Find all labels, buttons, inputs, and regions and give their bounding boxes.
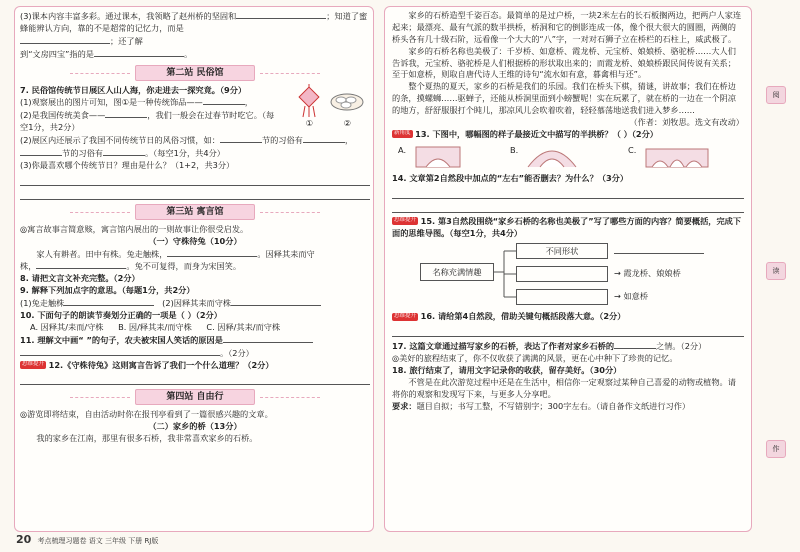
passage-p2: 家乡的石桥名称也美极了：千岁桥、如意桥、霞龙桥、元宝桥、娘娘桥、骆驼桥……大人们告诉我，元宝桥、骆驼桥是人们根据桥的形状取出来的；而霞龙桥、娘娘桥跟民间传说有关系；至于如意桥，则取自唐代诗人王维的诗句“流水如有意，暮禽相与还”。 — [392, 45, 736, 80]
answer-blank[interactable] — [303, 134, 345, 143]
thinking-tag: 思维提升 — [394, 217, 417, 224]
chinese-knot-icon — [296, 84, 322, 118]
question-7: 7. 民俗馆传统节日展区人山人海，你走进去一探究竟。（9分） — [20, 84, 247, 95]
question-12: 12.《守株待兔》这则寓言告诉了我们一个什么道理？（2分） — [48, 359, 274, 370]
story-text: 家人有耕者。田中有株。兔走触株， 。因释其耒而守 — [36, 248, 315, 259]
mind-map — [392, 241, 744, 311]
new-angle-tag: 新角度 — [394, 130, 411, 137]
answer-blank[interactable] — [167, 248, 257, 257]
answer-line[interactable] — [392, 323, 744, 337]
mind-map-label-2: → 如意桥 — [614, 291, 649, 302]
thinking-tag: 思维提升 — [22, 361, 45, 368]
question-15: 15. 第3自然段围绕“家乡石桥的名称也美极了”写了哪些方面的内容？简要概括，完成下面的思维导图。（每空1分，共4分） — [392, 215, 742, 238]
answer-blank[interactable] — [105, 109, 147, 118]
question-8: 8. 请把文言文补充完整。（2分） — [20, 273, 140, 284]
mind-map-label-1: → 霞龙桥、娘娘桥 — [614, 268, 681, 279]
question-16: 16. 请给第4自然段，借助关键句概括段落大意。（2分） — [420, 311, 626, 322]
thinking-tag: 思维提升 — [394, 312, 417, 319]
page-footer: 20 考点梳理习题卷 语文 三年级 下册 RJ版 — [16, 533, 159, 547]
bridge-b-icon — [526, 141, 578, 169]
passage-p1: 家乡的石桥造型千姿百态。最简单的是过户桥，一块2米左右的长石板搁两边，把两户人家连起来；最漂亮、最有气派的数半拱桥，桥洞和它的倒影连成一体，像个很大很大的圆圈，两侧的桥头各有几十级石阶，远看像一个大大的“八”字，一对对石狮子立在桥栏的石柱上，威武极了。 — [392, 10, 742, 44]
passage-p3: 整个夏热的夏天，家乡的石桥是我们的乐园。我们在桥头下棋，猜谜，讲故事；我们在桥边的条，摸螺蛳……驱蝉子，还能从桥洞里面到小螃蟹呢！实在玩累了，就在桥的一边在一个阴凉的地方，舒舒服服打个盹儿，那凉风儿会吹着吹着，轻轻慕荡地送我们进入梦乡…… — [392, 81, 736, 116]
question-10-options: A. 因释其/耒而/守株 B. 因/释其耒/而守株 C. 因释/其耒/而守株 — [30, 321, 281, 332]
answer-blank[interactable] — [64, 297, 154, 306]
story2-title: （二）家乡的桥（13分） — [148, 421, 242, 432]
picture-label-1: ① — [305, 118, 313, 129]
answer-blank[interactable] — [103, 147, 145, 156]
left-column: (3)课本内容丰富多彩。通过课本，我领略了赵州桥的坚固和 ；知道了蜜蜂能辨认方向，靠的不是超常的记忆力，而是 ；还了解 到“文房四宝”指的是 。 第二站 民俗馆 7. 民俗馆传统节日展区人山人海，你走进去一探究竟。（9分） (1)观察展出的图片可知，图①是一种传统饰品—— ， (2)是我国传统美食—— ，我们一般会在过春节时吃它。（每空1分，共2分） ① ② (2)展区内还展示了我国不同传统节日的风俗习惯，如： 节的习俗有 ， 节的习俗有 。（每空1分，共4分） (3)你最喜欢哪个传统节日？理由是什么？（1+2，共3分） 第三站 寓言馆 ◎寓言故事言简意赅，寓言馆内展出的一则故事让你很受启发。 （一）守株待兔（10分） 家人有耕者。田中有株。兔走触株， 。因释其耒而守 株， 。兔不可复得，而身为宋国笑。 8. 请把文言文补充完整。（2分） 9. 解释下列加点字的意思。（每题1分，共2分） (1)兔走触株 (2)因释其耒而守株 10. 下面句子的朗读节奏划分正确的一项是（ ）（2分） A. 因释其/耒而/守株 B. 因/释其耒/而守株 C. 因释/其耒/而守株 11. 理解文中画“ ”的句子，农夫被宋国人笑话的原因是 。（2分） 思维提升 12.《守株待兔》这则寓言告诉了我们一个什么道理？（2分） 第四站 自由行 ◎游览即将结束，自由活动时你在报刊亭看到了一篇很感兴趣的文章。 （二）家乡的桥（13分） 我的家乡在江南，那里有很多石桥，我非常喜欢家乡的石桥。 — [20, 10, 370, 445]
answer-blank[interactable] — [94, 48, 184, 57]
answer-blank[interactable] — [203, 96, 245, 105]
answer-line[interactable] — [392, 185, 744, 199]
answer-blank[interactable] — [223, 334, 313, 343]
answer-line[interactable] — [392, 199, 744, 213]
bridge-a-icon — [414, 141, 462, 169]
page-number: 20 — [16, 533, 32, 547]
station-2-banner: 第二站 民俗馆 — [135, 65, 255, 81]
question-11: 11. 理解文中画“ ”的句子，农夫被宋国人笑话的原因是 — [20, 334, 223, 345]
side-tab-2[interactable]: 读 — [766, 262, 786, 280]
mind-map-box-3[interactable] — [516, 289, 608, 305]
answer-blank[interactable] — [614, 340, 656, 349]
answer-blank[interactable] — [220, 134, 262, 143]
answer-blank[interactable] — [236, 10, 326, 19]
mind-map-box-2[interactable] — [516, 266, 608, 282]
intro-q3: (3)课本内容丰富多彩。通过课本，我领略了赵州桥的坚固和 ；知道了蜜蜂能辨认方向，靠的不是超常的记忆力，而是 — [20, 11, 368, 33]
question-13: 13. 下图中，哪幅图的样子最接近文中描写的半拱桥？（ ）（2分） — [415, 128, 658, 139]
answer-blank[interactable] — [36, 260, 126, 269]
question-17: 17. 这篇文章通过描写家乡的石桥，表达了作者对家乡石桥的 — [392, 341, 615, 352]
station-4-banner: 第四站 自由行 — [135, 389, 255, 405]
question-10: 10. 下面句子的朗读节奏划分正确的一项是（ ）（2分） — [20, 310, 222, 321]
answer-blank[interactable] — [20, 147, 62, 156]
bridge-c-icon — [644, 141, 710, 169]
question-14: 14. 文章第2自然段中加点的“左右”能否删去？为什么？（3分） — [392, 172, 629, 183]
question-9: 9. 解释下列加点字的意思。（每题1分，共2分） — [20, 285, 195, 296]
answer-blank[interactable] — [20, 347, 220, 356]
mind-map-center: 名称充满情趣 — [420, 263, 494, 281]
answer-line[interactable] — [20, 371, 370, 385]
source-note: （作者：刘牧思。选文有改动） — [629, 117, 744, 128]
answer-line[interactable] — [20, 186, 370, 200]
story-title: （一）守株待兔（10分） — [148, 235, 242, 246]
answer-blank[interactable] — [614, 245, 704, 254]
answer-blank[interactable] — [20, 35, 110, 44]
answer-line[interactable] — [20, 172, 370, 186]
answer-blank[interactable] — [231, 297, 321, 306]
question-18: 18. 旅行结束了，请用文字记录你的收获，留存美好。（30分） — [392, 365, 622, 376]
right-column: 家乡的石桥造型千姿百态。最简单的是过户桥，一块2米左右的长石板搁两边，把两户人家连起来；最漂亮、最有气派的数半拱桥，桥洞和它的倒影连成一体，像个很大很大的圆圈，两侧的桥头各有几十级石阶，远看像一个大大的“八”字，一对对石狮子立在桥栏的石柱上，威武极了。 家乡的石桥名称也美极了：千岁桥、如意桥、霞龙桥、元宝桥、娘娘桥、骆驼桥……大人们告诉我，元宝桥、骆驼桥是人们根据桥的形状取出来的；而霞龙桥、娘娘桥跟民间传说有关系；至于如意桥，则取自唐代诗人王维的诗句“流水如有意，暮禽相与还”。 整个夏热的夏天，家乡的石桥是我们的乐园。我们在桥头下棋，猜谜，讲故事；我们在桥边的条，摸螺蛳……驱蝉子，还能从桥洞里面到小螃蟹呢！实在玩累了，就在桥的一边在一个阴凉的地方，舒舒服服打个盹儿，那凉风儿会吹着吹着，轻轻慕荡地送我们进入梦乡…… （作者：刘牧思。选文有改动） 新角度 13. 下图中，哪幅图的样子最接近文中描写的半拱桥？（ ）（2分） A. B. C. 14. 文章第2自然段中加点的“左右”能否删去？为什么？（3分） 思维提升 15. 第3自然段围绕“家乡石桥的名称也美极了”写了哪些方面的内容？简要概括，完成下面的思维导图。（每空1分，共4分） 名称充满情趣 不同形状 → 霞龙桥、娘娘桥 → 如意桥 思维提升 16. 请给第4自然段，借助关键句概括段落大意。（2分） 17. 这篇文章通过描写家乡的石桥，表达了作者对家乡石桥的 之情。（2分） ◎美好的旅程结束了，你不仅收获了满满的风景，更在心中种下了珍贵的记忆。 18. 旅行结束了，请用文字记录你的收获，留存美好。（30分） 不管是在此次游览过程中还是在生活中，相信你一定观察过某种自己喜爱的动物或植物。请将你的观察和发现写下来，与更多人分享吧。 要求：题目自拟；书写工整，不写错别字；300字左右。（请自备作文纸进行习作） — [392, 10, 744, 411]
station-3-banner: 第三站 寓言馆 — [135, 204, 255, 220]
dumplings-icon — [330, 88, 364, 112]
side-tab-1[interactable]: 阅 — [766, 86, 786, 104]
picture-label-2: ② — [343, 118, 351, 129]
bridge-options: A. B. C. — [392, 141, 744, 173]
side-tab-3[interactable]: 作 — [766, 440, 786, 458]
mind-map-connector — [494, 241, 518, 311]
mind-map-box-shape[interactable]: 不同形状 — [516, 243, 608, 259]
